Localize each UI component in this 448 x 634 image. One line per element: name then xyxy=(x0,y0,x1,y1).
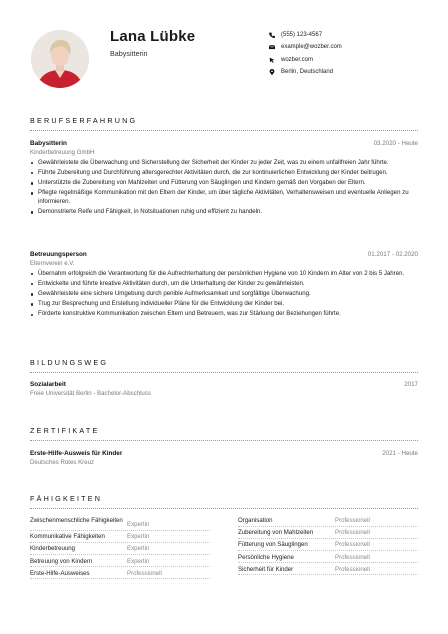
certificates-section xyxy=(30,426,418,441)
skill-row xyxy=(238,566,418,576)
section-divider xyxy=(30,130,418,131)
avatar xyxy=(31,30,89,88)
job-title: Babysitterin xyxy=(30,140,67,147)
skill-name: Fütterung von Säuglingen xyxy=(238,541,308,549)
avatar-photo xyxy=(31,30,89,88)
degree-title: Sozialarbeit xyxy=(30,381,66,388)
contact-phone: (555) 123-4567 xyxy=(268,29,342,41)
candidate-name: Lana Lübke xyxy=(110,28,196,45)
bullet-item: Gewährleistete die Überwachung und Sicherstellung der Sicherheit der Kinder zu jeder Zeit, was zu einem unfallfreien Jahr führte. xyxy=(30,159,418,168)
skill-level: Professionell xyxy=(335,517,370,524)
section-title: ZERTIFIKATE xyxy=(30,426,100,435)
skill-name: Organisation xyxy=(238,517,273,524)
school-name: Freie Universität Berlin - Bachelor-Abschluss xyxy=(30,389,151,397)
skill-level: Professionell xyxy=(335,553,370,561)
location-pin-icon xyxy=(268,69,275,76)
certificate-issuer: Deutsches Rotes Kreuz xyxy=(30,458,95,466)
job-entry xyxy=(30,251,418,320)
skill-name: Kinderbetreuung xyxy=(30,545,76,553)
job-bullets xyxy=(30,159,418,217)
skill-level: Expertin xyxy=(127,533,150,541)
contact-location: Berlin, Deutschland xyxy=(268,66,342,78)
contact-email[interactable]: example@wozber.com xyxy=(268,41,342,53)
job-dates: 03.2020 - Heute xyxy=(373,140,418,147)
job-title: Betreuungsperson xyxy=(30,251,87,258)
certificate-entry xyxy=(30,450,418,466)
skill-row xyxy=(238,554,418,564)
phone-icon xyxy=(268,32,275,39)
skills-section xyxy=(30,494,418,509)
skill-row xyxy=(30,570,210,580)
bullet-item: Übernahm erfolgreich die Verantwortung für die Aufrechterhaltung der persönlichen Hygiene von 10 Kindern im Alter von 2 bis 5 Jahren. xyxy=(30,270,418,279)
skill-level: Professionell xyxy=(127,569,162,577)
skill-level: Professionell xyxy=(335,529,370,537)
certificate-title: Erste-Hilfe-Ausweis für Kinder xyxy=(30,450,123,457)
bullet-item: Trug zur Besprechung und Erstellung individueller Pläne für die Entwicklung der Kinder bei. xyxy=(30,300,418,309)
bullet-item: Demonstrierte Reife und Fähigkeit, in Notsituationen ruhig und effizient zu handeln. xyxy=(30,208,418,217)
skill-name: Zubereitung von Mahlzeiten xyxy=(238,529,314,537)
bullet-item: Führte Zubereitung und Durchführung altersgerechter Aktivitäten durch, die zur kontinuierlichen Entwicklung der Kinder beitrugen. xyxy=(30,169,418,178)
bullet-item: Entwickelte und führte kreative Aktivitäten durch, um die Unterhaltung der Kinder zu gewährleisten. xyxy=(30,280,418,289)
certificate-date: 2021 - Heute xyxy=(382,450,418,457)
skills-grid xyxy=(30,517,418,582)
skill-level: Expertin xyxy=(127,557,150,565)
skill-name: Kommunikative Fähigkeiten xyxy=(30,533,105,541)
contact-list xyxy=(268,29,342,78)
skills-column-right xyxy=(238,517,418,582)
skill-name: Zwischenmenschliche Fähigkeiten xyxy=(30,517,123,524)
skill-row xyxy=(30,545,210,555)
section-divider xyxy=(30,508,418,509)
skill-row xyxy=(30,517,210,531)
education-section xyxy=(30,358,418,373)
experience-section xyxy=(30,116,418,131)
contact-website[interactable]: wozber.com xyxy=(268,54,342,66)
bullet-item: Förderte konstruktive Kommunikation zwischen Eltern und Betreuern, was zur Stärkung der Beziehungen führte. xyxy=(30,310,418,319)
skill-level: Professionell xyxy=(335,541,370,549)
bullet-item: Unterstützte die Zubereitung von Mahlzeiten und Fütterung von Säuglingen und Kindern gemäß den Vorgaben der Eltern. xyxy=(30,179,418,188)
skill-row xyxy=(238,517,418,527)
skill-level: Professionell xyxy=(335,565,370,573)
skill-row xyxy=(30,533,210,543)
skill-row xyxy=(238,541,418,551)
link-icon xyxy=(268,56,275,63)
section-title: BERUFSERFAHRUNG xyxy=(30,116,138,125)
skill-level: Expertin xyxy=(127,545,150,553)
section-divider xyxy=(30,372,418,373)
skill-row xyxy=(238,529,418,539)
job-company: Elternverein e.V. xyxy=(30,259,75,267)
skill-name: Betreuung von Kindern xyxy=(30,557,93,565)
skills-column-left xyxy=(30,517,210,582)
education-entry xyxy=(30,381,418,397)
mail-icon xyxy=(268,44,275,51)
skill-name: Erste-Hilfe-Ausweises xyxy=(30,569,90,577)
skill-name: Sicherheit für Kinder xyxy=(238,565,294,573)
skill-level: Expertin xyxy=(127,521,150,528)
education-year: 2017 xyxy=(404,381,418,388)
section-title: BILDUNGSWEG xyxy=(30,358,109,367)
skill-row xyxy=(30,558,210,568)
section-title: FÄHIGKEITEN xyxy=(30,494,103,503)
bullet-item: Pflegte regelmäßige Kommunikation mit den Eltern der Kinder, um über tägliche Aktivitäten, Verhaltensweisen und eventuelle Anliegen zu informieren. xyxy=(30,189,418,206)
candidate-role: Babysitterin xyxy=(110,49,148,58)
job-company: Kinderbetreuung GmbH xyxy=(30,148,95,156)
skill-name: Persönliche Hygiene xyxy=(238,553,294,561)
job-entry xyxy=(30,140,418,218)
bullet-item: Gewährleistete eine sichere Umgebung durch penible Aufmerksamkeit und sorgfältige Überwachung. xyxy=(30,290,418,299)
section-divider xyxy=(30,440,418,441)
job-bullets xyxy=(30,270,418,319)
job-dates: 01.2017 - 02.2020 xyxy=(367,251,418,258)
